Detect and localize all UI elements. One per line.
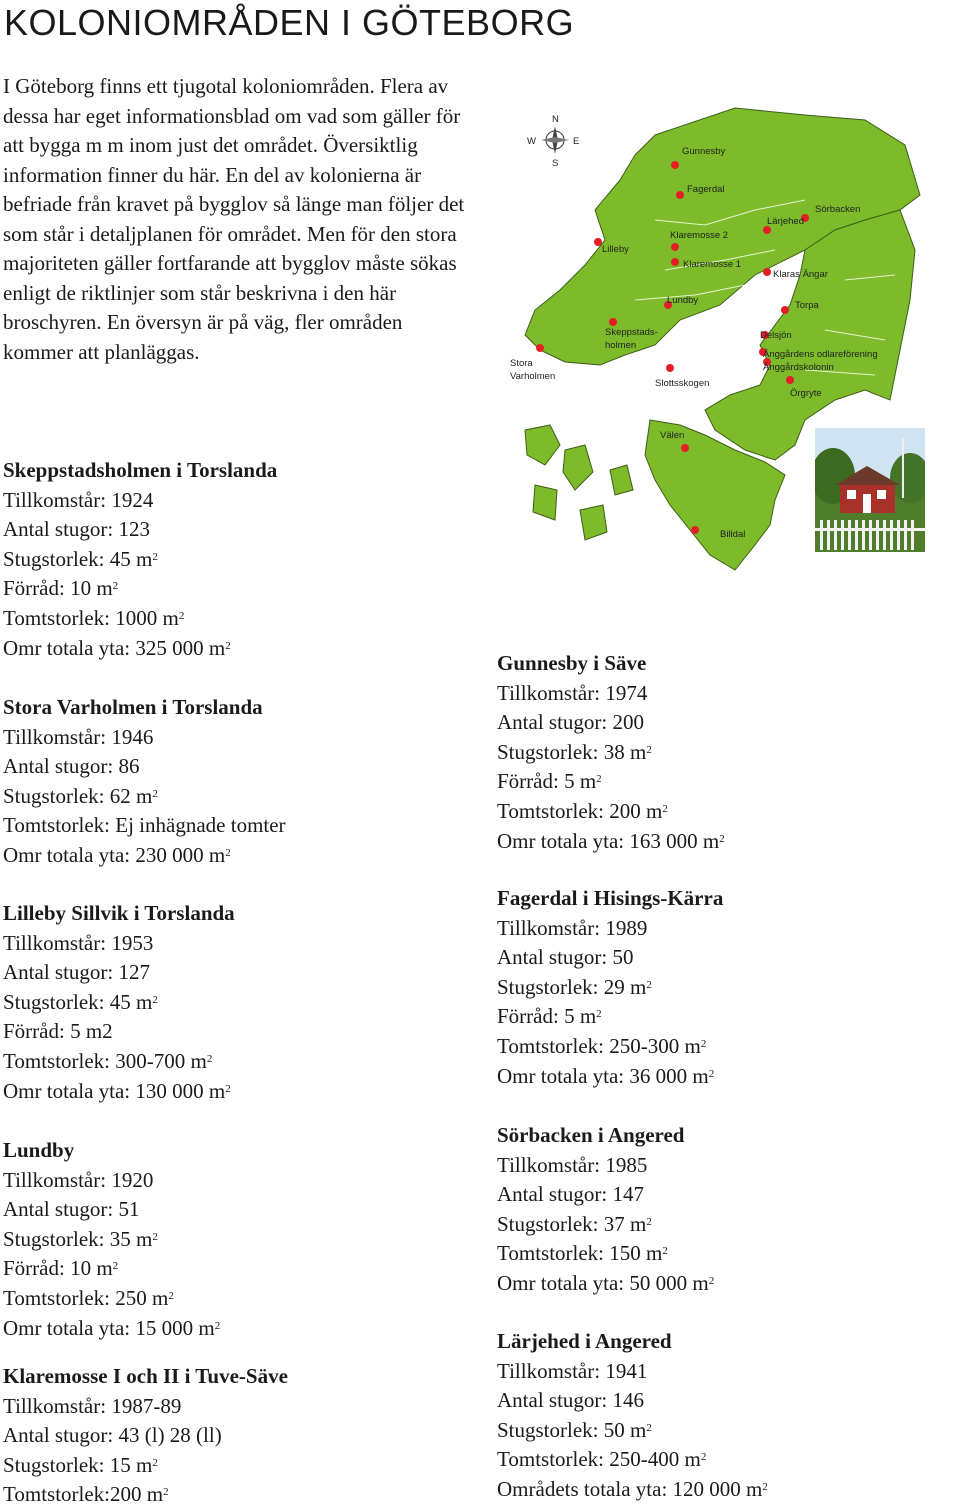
area-line: Tillkomstår: 1920 bbox=[3, 1167, 154, 1192]
map-label: Klaremosse 1 bbox=[683, 259, 742, 270]
marker-orgryte bbox=[786, 376, 794, 384]
area-line: Omr totala yta: 50 000 $m^2$ bbox=[497, 1270, 715, 1295]
area-name: Fagerdal i Hisings-Kärra bbox=[497, 886, 724, 910]
area-line: Stugstorlek: 29 $m^2$ bbox=[497, 974, 652, 999]
map-label: Klaras Ängar bbox=[773, 269, 828, 280]
area-line: Tillkomstår: 1985 bbox=[497, 1152, 648, 1177]
map-label: holmen bbox=[605, 340, 637, 351]
area-block bbox=[497, 884, 723, 1091]
area-name: Klaremosse I och II i Tuve-Säve bbox=[3, 1364, 288, 1388]
area-line: Omr totala yta: 130 000 $m^2$ bbox=[3, 1078, 231, 1103]
marker-valen bbox=[681, 444, 689, 452]
area-line: Tomtstorlek: 250-300 $m^2$ bbox=[497, 1033, 707, 1058]
area-line: Antal stugor: 51 bbox=[3, 1197, 140, 1222]
area-line: Stugstorlek: 38 $m^2$ bbox=[497, 739, 652, 764]
area-block bbox=[3, 899, 235, 1106]
area-line: Förråd: 5 m2 bbox=[3, 1019, 113, 1044]
map-island bbox=[525, 425, 560, 465]
area-line: Omr totala yta: 230 000 $m^2$ bbox=[3, 842, 231, 867]
area-name: Lilleby Sillvik i Torslanda bbox=[3, 901, 235, 925]
marker-klaras-angar bbox=[763, 268, 771, 276]
area-line: Tillkomstår: 1953 bbox=[3, 930, 154, 955]
map-label: Torpa bbox=[795, 300, 819, 311]
area-line: Omr totala yta: 15 000 $m^2$ bbox=[3, 1315, 221, 1340]
area-line: Tillkomstår: 1989 bbox=[497, 915, 648, 940]
map-label: Billdal bbox=[720, 529, 746, 540]
area-block bbox=[3, 1136, 220, 1343]
area-line: Tillkomstår: 1974 bbox=[497, 680, 648, 705]
marker-klaremosse1 bbox=[671, 258, 679, 266]
area-line: Antal stugor: 147 bbox=[497, 1182, 644, 1207]
intro-paragraph: I Göteborg finns ett tjugotal koloniområden. Flera av dessa har eget informationsblad om vad som gäller för att bygga m m inom just det området. Översiktlig information finner du här. En del av kolonierna är befriade från kravet på bygglov så länge man följer det som står i detaljplanen för området. Men för den stora majoriteten gäller fortfarande att bygglov måste sökas enligt de riktlinjer som står beskrivna i den här broschyren. En översyn är på väg, fler områden kommer att planläggas. bbox=[3, 74, 465, 364]
area-line: Antal stugor: 127 bbox=[3, 960, 150, 985]
area-name: Sörbacken i Angered bbox=[497, 1123, 685, 1147]
area-line: Omr totala yta: 36 000 $m^2$ bbox=[497, 1063, 715, 1088]
marker-larjehed bbox=[763, 226, 771, 234]
area-name: Gunnesby i Säve bbox=[497, 651, 647, 675]
area-line: Tomtstorlek: 250-400 $m^2$ bbox=[497, 1447, 707, 1472]
marker-slottsskogen bbox=[666, 364, 674, 372]
map-island bbox=[533, 485, 557, 520]
area-line: Antal stugor: 146 bbox=[497, 1388, 644, 1413]
marker-torpa bbox=[781, 306, 789, 314]
area-line: Antal stugor: 86 bbox=[3, 754, 140, 779]
map-label: Örgryte bbox=[790, 388, 822, 399]
svg-text:W: W bbox=[527, 136, 536, 147]
marker-stora-varholmen bbox=[536, 344, 544, 352]
svg-text:S: S bbox=[552, 158, 559, 169]
marker-fagerdal bbox=[676, 191, 684, 199]
map-label: Lärjehed bbox=[767, 216, 804, 227]
area-line: Tomtstorlek:200 $m^2$ bbox=[3, 1482, 169, 1507]
area-line: Antal stugor: 43 (l) 28 (ll) bbox=[3, 1423, 222, 1448]
area-line: Tomtstorlek: 150 $m^2$ bbox=[497, 1241, 668, 1266]
area-name: Stora Varholmen i Torslanda bbox=[3, 695, 263, 719]
marker-gunnesby bbox=[671, 161, 679, 169]
map-label: Klaremosse 2 bbox=[670, 230, 729, 241]
svg-text:E: E bbox=[573, 136, 580, 147]
area-line: Förråd: 10 $m^2$ bbox=[3, 576, 119, 601]
area-block bbox=[497, 1327, 768, 1505]
area-line: Antal stugor: 50 bbox=[497, 945, 634, 970]
area-line: Områdets totala yta: 120 000 $m^2$ bbox=[497, 1476, 768, 1501]
area-line: Stugstorlek: 35 $m^2$ bbox=[3, 1226, 158, 1251]
area-line: Förråd: 10 $m^2$ bbox=[3, 1256, 119, 1281]
map-label: Slottsskogen bbox=[655, 378, 710, 389]
area-line: Tomtstorlek: Ej inhägnade tomter bbox=[3, 813, 286, 838]
map-label: Stora bbox=[510, 358, 533, 369]
map-label: Fagerdal bbox=[687, 184, 725, 195]
marker-lilleby bbox=[594, 238, 602, 246]
area-line: Tomtstorlek: 1000 $m^2$ bbox=[3, 605, 185, 630]
area-line: Tomtstorlek: 300-700 $m^2$ bbox=[3, 1048, 213, 1073]
compass-icon bbox=[527, 114, 579, 169]
area-line: Stugstorlek: 62 $m^2$ bbox=[3, 783, 158, 808]
map-label: Gunnesby bbox=[682, 146, 726, 157]
area-line: Antal stugor: 123 bbox=[3, 517, 150, 542]
area-line: Antal stugor: 200 bbox=[497, 710, 644, 735]
area-line: Omr totala yta: 325 000 $m^2$ bbox=[3, 635, 231, 660]
area-line: Tillkomstår: 1941 bbox=[497, 1358, 648, 1383]
marker-skeppstadsholmen bbox=[609, 318, 617, 326]
page-title: KOLONIOMRÅDEN I GÖTEBORG bbox=[4, 2, 575, 43]
area-block bbox=[3, 1362, 288, 1510]
area-block bbox=[3, 693, 286, 871]
area-line: Stugstorlek: 45 $m^2$ bbox=[3, 989, 158, 1014]
map-label: Delsjön bbox=[760, 330, 792, 341]
map-island bbox=[580, 505, 607, 540]
svg-text:N: N bbox=[552, 114, 559, 125]
area-line: Förråd: 5 $m^2$ bbox=[497, 769, 602, 794]
map-label: Lundby bbox=[667, 295, 699, 306]
area-block bbox=[3, 456, 277, 663]
area-name: Lärjehed i Angered bbox=[497, 1329, 672, 1353]
map-island bbox=[610, 465, 633, 495]
marker-klaremosse2 bbox=[671, 243, 679, 251]
map-island bbox=[563, 445, 593, 490]
area-name: Lundby bbox=[3, 1138, 75, 1162]
area-name: Skeppstadsholmen i Torslanda bbox=[3, 458, 278, 482]
area-line: Förråd: 5 $m^2$ bbox=[497, 1004, 602, 1029]
area-line: Omr totala yta: 163 000 $m^2$ bbox=[497, 828, 725, 853]
map-label: Varholmen bbox=[510, 371, 556, 382]
map-label: Skeppstads- bbox=[605, 327, 658, 338]
area-line: Tillkomstår: 1924 bbox=[3, 487, 154, 512]
area-line: Tomtstorlek: 200 $m^2$ bbox=[497, 798, 668, 823]
map-label: Välen bbox=[660, 430, 685, 441]
map-label: Sörbacken bbox=[815, 204, 861, 215]
marker-billdal bbox=[691, 526, 699, 534]
area-line: Tillkomstår: 1987-89 bbox=[3, 1393, 182, 1418]
area-line: Stugstorlek: 45 $m^2$ bbox=[3, 546, 158, 571]
area-line: Stugstorlek: 37 $m^2$ bbox=[497, 1211, 652, 1236]
map-label: Änggårdens odlareförening bbox=[763, 349, 878, 360]
area-line: Stugstorlek: 50 $m^2$ bbox=[497, 1417, 652, 1442]
area-line: Tillkomstår: 1946 bbox=[3, 724, 154, 749]
map-label: Lilleby bbox=[602, 244, 629, 255]
area-line: Stugstorlek: 15 $m^2$ bbox=[3, 1452, 158, 1477]
map-label: Änggårdskolonin bbox=[763, 362, 834, 373]
area-block bbox=[497, 1121, 714, 1299]
allotment-house-photo bbox=[815, 428, 925, 552]
area-line: Tomtstorlek: 250 $m^2$ bbox=[3, 1285, 174, 1310]
area-block bbox=[497, 649, 725, 856]
